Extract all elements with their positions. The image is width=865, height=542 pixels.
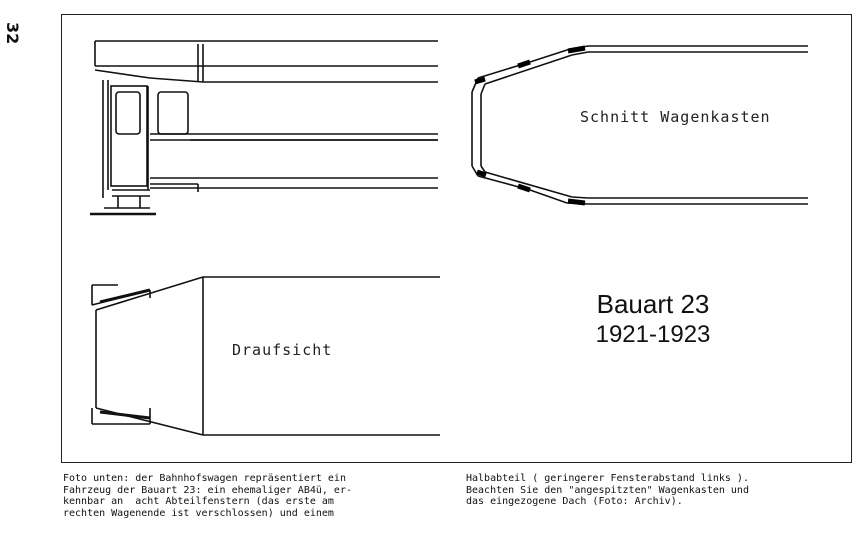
page-number: 32 — [3, 22, 22, 45]
type-title-block — [548, 288, 758, 350]
caption-line: das eingezogene Dach (Foto: Archiv). — [466, 496, 683, 507]
section-label: Schnitt Wagenkasten — [580, 108, 771, 126]
caption-left — [63, 473, 352, 519]
type-title: Bauart 23 — [596, 289, 710, 319]
type-years: 1921-1923 — [595, 321, 711, 348]
side-view-drawing — [90, 41, 438, 214]
caption-line: Fahrzeug der Bauart 23: ein ehemaliger AB4ü, er- — [63, 484, 352, 496]
caption-line: Foto unten: der Bahnhofswagen repräsentiert ein — [63, 473, 346, 484]
caption-right — [466, 473, 749, 508]
caption-line: kennbar an acht Abteilfenstern (das erste am — [63, 496, 334, 507]
top-view-label: Draufsicht — [232, 341, 333, 359]
caption-line: Beachten Sie den "angespitzten" Wagenkasten und — [466, 484, 749, 496]
caption-line: Halbabteil ( geringerer Fensterabstand links ). — [466, 473, 749, 484]
caption-line: rechten Wagenende ist verschlossen) und einem — [63, 507, 334, 519]
